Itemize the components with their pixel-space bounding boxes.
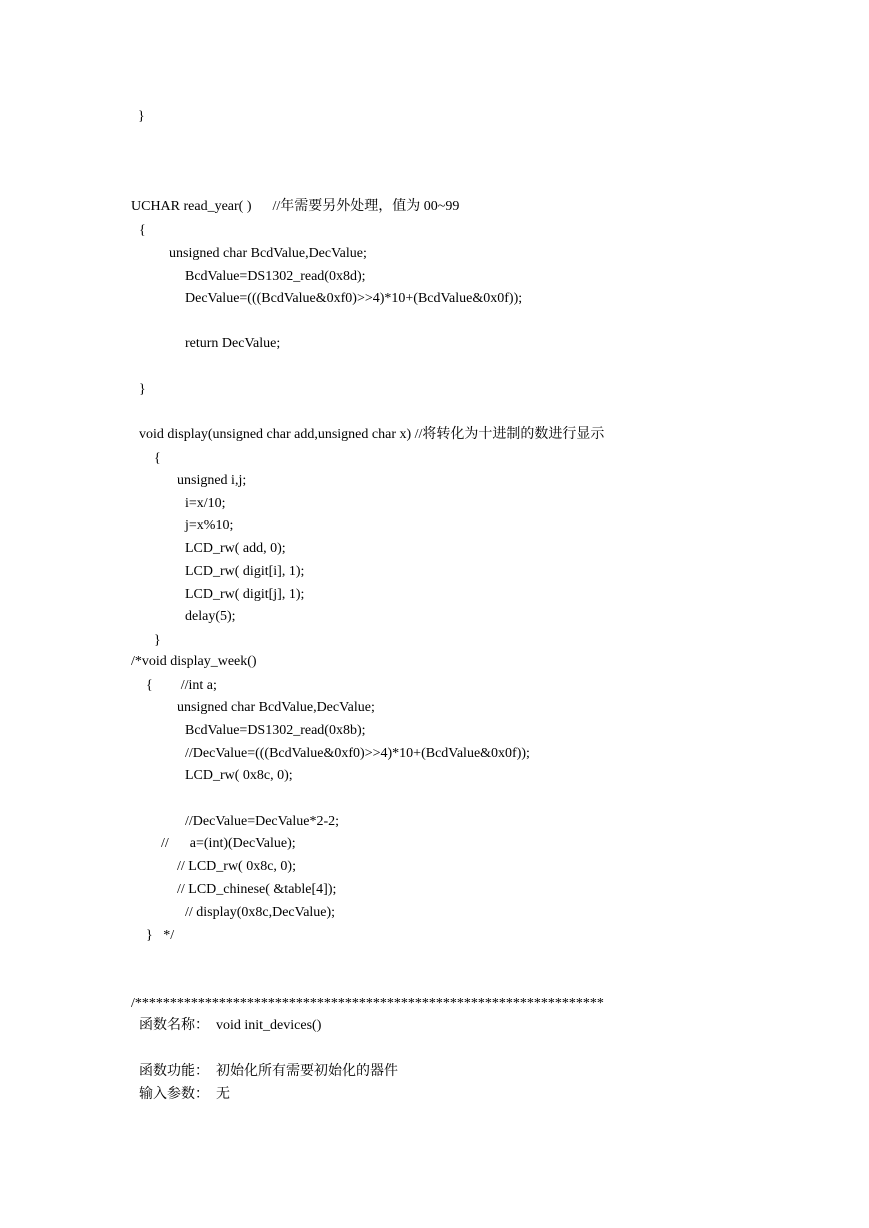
- code-line: UCHAR read_year( ) //年需要另外处理，值为 00~99: [131, 199, 460, 214]
- doc-text: 函数功能： 初始化所有需要初始化的器件: [139, 1064, 398, 1079]
- code-line: LCD_rw( add, 0);: [185, 541, 286, 556]
- code-line: i=x/10;: [185, 496, 226, 511]
- code-line: unsigned char BcdValue,DecValue;: [177, 700, 375, 715]
- code-line: LCD_rw( 0x8c, 0);: [185, 768, 293, 783]
- code-line: j=x%10;: [185, 518, 234, 533]
- code-line: // display(0x8c,DecValue);: [185, 905, 336, 920]
- code-line: return DecValue;: [185, 336, 281, 351]
- doc-text: 输入参数： 无: [139, 1087, 230, 1102]
- code-line: /*void display_week(): [131, 654, 257, 669]
- code-line: } */: [146, 928, 175, 943]
- doc-text: 函数名称： void init_devices(): [139, 1018, 322, 1033]
- code-line: }: [139, 382, 146, 397]
- code-line: LCD_rw( digit[j], 1);: [185, 587, 305, 602]
- code-line: BcdValue=DS1302_read(0x8d);: [185, 269, 366, 284]
- code-line: //DecValue=DecValue*2-2;: [185, 814, 340, 829]
- code-line: }: [154, 633, 161, 648]
- code-line: // a=(int)(DecValue);: [161, 836, 296, 851]
- code-line: // LCD_chinese( &table[4]);: [177, 882, 337, 897]
- code-line: // LCD_rw( 0x8c, 0);: [177, 859, 296, 874]
- code-line: {: [154, 451, 161, 466]
- code-line: BcdValue=DS1302_read(0x8b);: [185, 723, 366, 738]
- code-line: unsigned i,j;: [177, 473, 247, 488]
- code-line: delay(5);: [185, 609, 236, 624]
- code-line: void display(unsigned char add,unsigned char x) //将转化为十进制的数进行显示: [139, 427, 605, 442]
- code-line: {: [139, 223, 146, 238]
- code-line: DecValue=(((BcdValue&0xf0)>>4)*10+(BcdValue&0x0f));: [185, 291, 523, 306]
- code-line: LCD_rw( digit[i], 1);: [185, 564, 305, 579]
- code-line: unsigned char BcdValue,DecValue;: [169, 246, 367, 261]
- code-line: /*******************************************************************: [131, 996, 604, 1011]
- code-line: { //int a;: [146, 678, 217, 693]
- code-line: }: [138, 109, 145, 124]
- code-line: //DecValue=(((BcdValue&0xf0)>>4)*10+(BcdValue&0x0f));: [185, 746, 530, 761]
